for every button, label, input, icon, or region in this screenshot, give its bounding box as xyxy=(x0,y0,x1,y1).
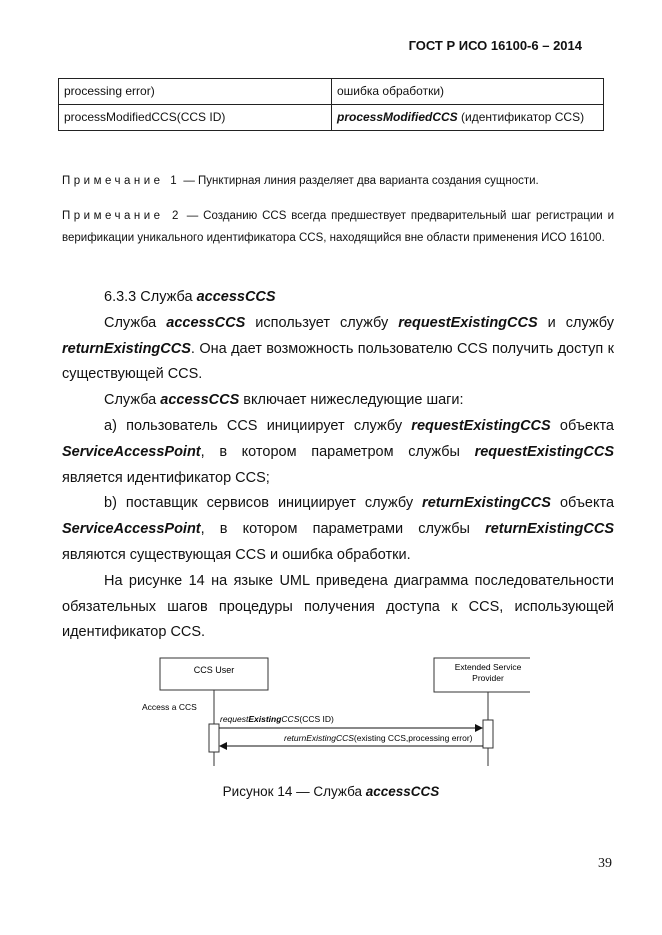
paragraph-2 xyxy=(62,388,614,414)
table-cell: processing error) xyxy=(59,79,332,105)
note-text: — Пунктирная линия разделяет два варианта создания сущности. xyxy=(180,175,539,187)
text-run: и службу xyxy=(537,314,614,331)
list-item-a xyxy=(62,414,614,491)
note-label: Примечание 1 xyxy=(62,175,181,187)
table-row xyxy=(59,105,604,131)
msg-part: Existing xyxy=(248,714,282,724)
term-emphasis: returnExistingCCS xyxy=(62,340,191,357)
term-translation: (идентификатор CCS) xyxy=(457,110,585,124)
paragraph-1 xyxy=(62,311,614,388)
table-cell: processModifiedCCS(CCS ID) xyxy=(59,105,332,131)
activation-bar-provider xyxy=(483,720,493,748)
running-header: ГОСТ Р ИСО 16100-6 – 2014 xyxy=(408,38,582,53)
table-cell xyxy=(332,105,604,131)
interaction-label: Access a CCS xyxy=(142,702,197,712)
text-run: . Она дает возможность пользователю CCS получить доступ к существующей CCS. xyxy=(62,340,614,383)
section-title-name: accessCCS xyxy=(196,289,276,305)
actor-ccs-user: CCS User xyxy=(193,665,235,675)
msg-part: (existing CCS,processing error) xyxy=(353,733,473,743)
section-heading xyxy=(62,285,614,311)
msg-part: CCS xyxy=(281,714,300,724)
term-emphasis: accessCCS xyxy=(160,392,240,409)
actor-provider-line1: Extended Service xyxy=(454,662,522,672)
msg-part: (CCS ID) xyxy=(299,714,334,724)
caption-name: accessCCS xyxy=(365,784,440,799)
text-run: , в котором параметром службы xyxy=(200,443,475,460)
text-run: Служба xyxy=(104,392,161,409)
note-text: — Созданию CCS всегда предшествует предварительный шаг регистрации и верификации уникального идентификатора CCS, находящийся вне области применения ИСО 16100. xyxy=(62,210,615,244)
term-emphasis: processModifiedCCS xyxy=(337,110,458,124)
terms-table xyxy=(58,78,604,131)
message-request-label xyxy=(220,714,334,724)
text-run: Служба xyxy=(104,314,167,331)
term-emphasis: accessCCS xyxy=(166,314,246,331)
activation-bar-user xyxy=(209,724,219,752)
text-run: b) поставщик сервисов инициирует службу xyxy=(104,495,423,512)
table-cell: ошибка обработки) xyxy=(332,79,604,105)
term-emphasis: returnExistingCCS xyxy=(422,495,551,512)
term-emphasis: requestExistingCCS xyxy=(398,314,538,331)
term-emphasis: requestExistingCCS xyxy=(474,443,614,460)
note-1 xyxy=(62,170,614,192)
section-body xyxy=(62,285,614,646)
text-run: , в котором параметрами службы xyxy=(200,521,486,538)
term-emphasis: returnExistingCCS xyxy=(485,521,614,538)
text-run: включает нижеследующие шаги: xyxy=(239,392,464,409)
table-row xyxy=(59,79,604,105)
msg-part: request xyxy=(220,714,249,724)
text-run: объекта xyxy=(550,495,615,512)
note-2 xyxy=(62,205,614,249)
note-label: Примечание 2 xyxy=(62,210,182,222)
paragraph-5: На рисунке 14 на языке UML приведена диаграмма последовательности обязательных шагов процедуры получения доступа к CCS, использующей идентификатор CCS. xyxy=(62,572,614,641)
section-title-prefix: Служба xyxy=(140,289,197,305)
actor-provider-line2: Provider xyxy=(472,673,504,683)
caption-prefix: Рисунок 14 — Служба xyxy=(222,784,366,799)
figure-caption xyxy=(0,784,662,799)
message-return-label xyxy=(284,733,473,743)
text-run: использует службу xyxy=(245,314,399,331)
text-run: является идентификатор CCS; xyxy=(62,469,270,486)
term-emphasis: ServiceAccessPoint xyxy=(62,443,201,460)
text-run: объекта xyxy=(550,417,614,434)
section-number: 6.3.3 xyxy=(104,289,137,305)
term-emphasis: requestExistingCCS xyxy=(411,417,551,434)
list-item-b xyxy=(62,491,614,568)
page-number: 39 xyxy=(598,856,612,871)
text-run: a) пользователь CCS инициирует службу xyxy=(104,417,412,434)
msg-part: returnExistingCCS xyxy=(284,733,354,743)
text-run: являются существующая CCS и ошибка обработки. xyxy=(62,546,411,563)
term-emphasis: ServiceAccessPoint xyxy=(62,521,201,538)
sequence-diagram xyxy=(130,648,530,770)
